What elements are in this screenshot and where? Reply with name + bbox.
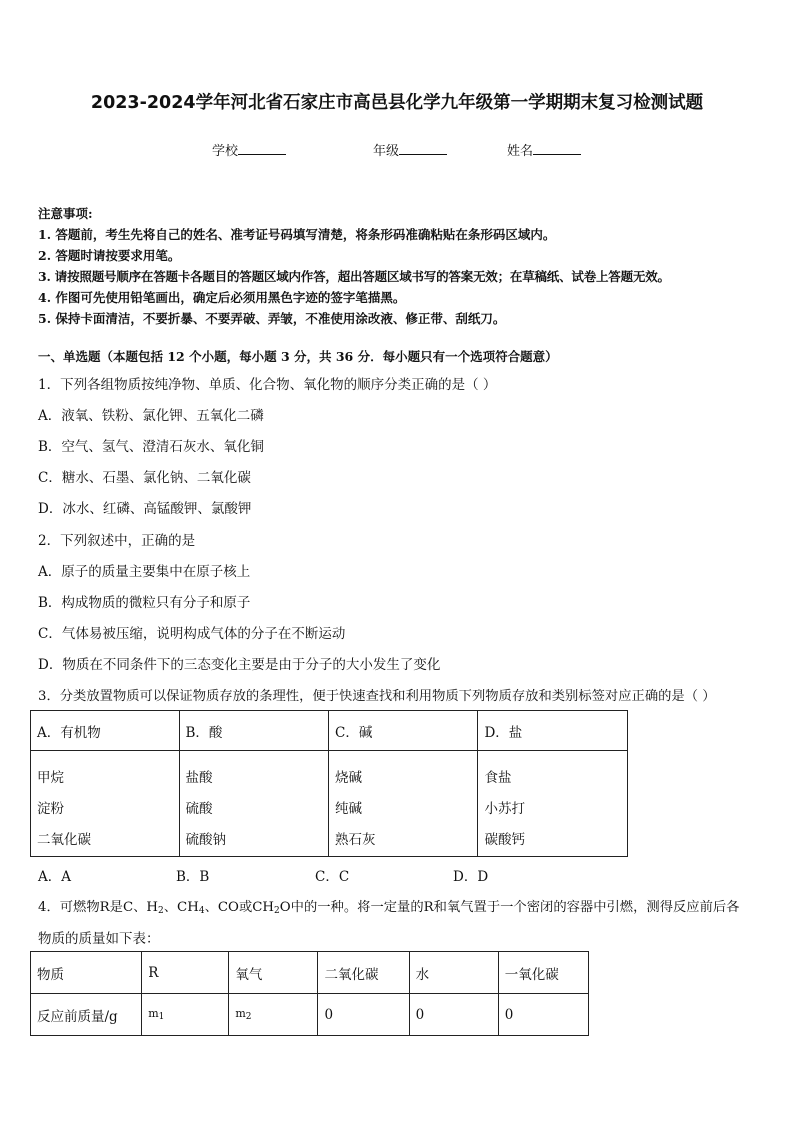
q2-option-a[interactable]: A．原子的质量主要集中在原子核上 <box>38 564 251 580</box>
q3-cell: 纯碱 <box>334 801 362 817</box>
grade-field[interactable] <box>373 140 447 159</box>
q4-header: 水 <box>409 952 498 994</box>
q2-option-c[interactable]: C．气体易被压缩，说明构成气体的分子在不断运动 <box>38 626 346 642</box>
q1-option-a[interactable]: A．液氧、铁粉、氯化钾、五氧化二磷 <box>38 408 264 424</box>
q2-option-d[interactable]: D．物质在不同条件下的三态变化主要是由于分子的大小发生了变化 <box>38 657 441 673</box>
q4-cell: 0 <box>318 994 409 1036</box>
subscript: 4 <box>198 906 205 916</box>
q4-table <box>30 951 589 1036</box>
school-blank[interactable] <box>238 142 286 155</box>
q3-cell: 小苏打 <box>484 801 525 817</box>
school-label: 学校 <box>212 144 239 159</box>
q3-cell: 食盐 <box>484 770 512 786</box>
q4-header: 一氧化碳 <box>498 952 588 994</box>
q3-col-a <box>31 751 180 857</box>
q3-cell: 二氧化碳 <box>37 832 91 848</box>
q4-header: R <box>142 952 229 994</box>
q3-cell: 淀粉 <box>37 801 64 817</box>
q3-cell: 盐酸 <box>185 770 213 786</box>
notes-block <box>38 203 670 329</box>
q3-answer-b[interactable]: B．B <box>176 869 210 885</box>
q3-cell: 碳酸钙 <box>484 832 525 848</box>
name-label: 姓名 <box>507 144 534 159</box>
q3-header-c: C．碱 <box>328 711 477 751</box>
q1-option-c[interactable]: C．糖水、石墨、氯化钠、二氧化碳 <box>38 470 251 486</box>
q3-cell: 熟石灰 <box>334 832 376 848</box>
q3-header-d: D．盐 <box>478 711 628 751</box>
name-blank[interactable] <box>533 142 581 155</box>
q4-cell-m1: $m_1$ <box>142 994 229 1036</box>
q4-header: 物质 <box>31 952 142 994</box>
q3-table <box>30 710 628 857</box>
q4-stem-part: O中的一种。将一定量的R和氧气置于一个密闭的容器中引燃，测得反应前后各 <box>279 900 740 915</box>
q3-col-d <box>478 751 628 857</box>
q3-col-b <box>179 751 328 857</box>
q4-stem-line2: 物质的质量如下表： <box>38 931 160 947</box>
q3-answer-a[interactable]: A．A <box>38 869 71 885</box>
q3-col-c <box>328 751 477 857</box>
q4-cell-m2: $m_2$ <box>229 994 318 1036</box>
note-item: 1. 答题前，考生先将自己的姓名、准考证号码填写清楚，将条形码准确粘贴在条形码区域内。 <box>38 227 556 242</box>
q3-cell: 硫酸钠 <box>185 832 226 848</box>
school-field[interactable] <box>212 140 286 159</box>
q1-stem: 1．下列各组物质按纯净物、单质、化合物、氧化物的顺序分类正确的是（ ） <box>38 377 497 393</box>
subscript: 2 <box>274 906 280 916</box>
q2-option-b[interactable]: B．构成物质的微粒只有分子和原子 <box>38 595 251 611</box>
note-item: 5. 保持卡面清洁，不要折暴、不要弄破、弄皱，不准使用涂改液、修正带、刮纸刀。 <box>38 311 506 326</box>
q2-stem: 2．下列叙述中，正确的是 <box>38 533 196 549</box>
page-title: 2023-2024学年河北省石家庄市高邑县化学九年级第一学期期末复习检测试题 <box>90 93 704 113</box>
q3-header-b: B．酸 <box>179 711 328 751</box>
q3-answer-c[interactable]: C．C <box>315 869 350 885</box>
q4-stem-part: 、CO或CH <box>204 900 275 915</box>
q4-header: 二氧化碳 <box>318 952 409 994</box>
q1-option-b[interactable]: B．空气、氢气、澄清石灰水、氧化铜 <box>38 439 264 455</box>
q3-header-a: A．有机物 <box>31 711 180 751</box>
q4-stem-part: 、CH <box>163 900 199 915</box>
q3-cell: 甲烷 <box>37 770 64 786</box>
notes-heading: 注意事项: <box>38 206 93 221</box>
q4-stem <box>38 896 739 916</box>
section-heading: 一、单选题（本题包括 12 个小题，每小题 3 分，共 36 分．每小题只有一个选项符合题意） <box>38 349 558 364</box>
grade-blank[interactable] <box>399 142 447 155</box>
q4-row-label: 反应前质量/g <box>31 994 142 1036</box>
q4-cell: 0 <box>498 994 588 1036</box>
note-item: 3. 请按照题号顺序在答题卡各题目的答题区域内作答，超出答题区域书写的答案无效；在草稿纸、试卷上答题无效。 <box>38 269 670 284</box>
q3-cell: 烧碱 <box>334 770 362 786</box>
q4-header: 氧气 <box>229 952 318 994</box>
q3-cell: 硫酸 <box>185 801 213 817</box>
note-item: 4. 作图可先使用铅笔画出，确定后必须用黑色字迹的签字笔描黑。 <box>38 290 406 305</box>
grade-label: 年级 <box>373 144 400 159</box>
q4-stem-part: 4．可燃物R是C、H <box>38 900 159 915</box>
q4-cell: 0 <box>409 994 498 1036</box>
note-item: 2. 答题时请按要求用笔。 <box>38 248 181 263</box>
q1-option-d[interactable]: D．冰水、红磷、高锰酸钾、氯酸钾 <box>38 501 252 517</box>
name-field[interactable] <box>507 140 581 159</box>
q3-answer-d[interactable]: D．D <box>453 869 489 885</box>
q3-stem: 3．分类放置物质可以保证物质存放的条理性，便于快速查找和利用物质下列物质存放和类别标签对应正确的是（ ） <box>38 689 716 704</box>
subscript: 2 <box>158 906 164 916</box>
